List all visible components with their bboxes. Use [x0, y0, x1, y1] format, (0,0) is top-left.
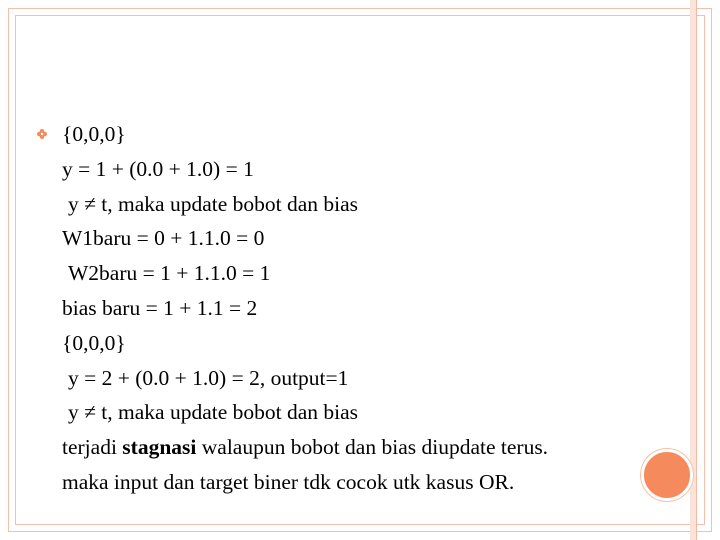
stagnasi-before: terjadi	[62, 435, 123, 460]
text-line: {0,0,0}	[62, 330, 126, 355]
text-line: y ≠ t, maka update bobot dan bias	[68, 400, 359, 425]
text-line: y = 1 + (0.0 + 1.0) = 1	[62, 156, 254, 181]
stagnasi-bold-word: stagnasi	[122, 435, 197, 460]
text-line: {0,0,0}	[62, 122, 126, 146]
four-petal-flower-icon	[37, 129, 47, 139]
text-line: maka input dan target biner tdk cocok utk kasus OR.	[62, 469, 515, 494]
text-line: y = 2 + (0.0 + 1.0) = 2, output=1	[68, 365, 349, 390]
stagnasi-after: walaupun bobot dan bias diupdate terus.	[196, 435, 549, 460]
slide-content	[62, 117, 682, 500]
stagnasi-line	[62, 430, 682, 465]
text-line: y ≠ t, maka update bobot dan bias	[68, 191, 359, 216]
text-line: bias baru = 1 + 1.1 = 2	[62, 295, 258, 320]
text-line: W2baru = 1 + 1.1.0 = 1	[68, 261, 271, 286]
side-decoration-line	[696, 0, 697, 540]
text-line: W1baru = 0 + 1.1.0 = 0	[62, 226, 265, 251]
